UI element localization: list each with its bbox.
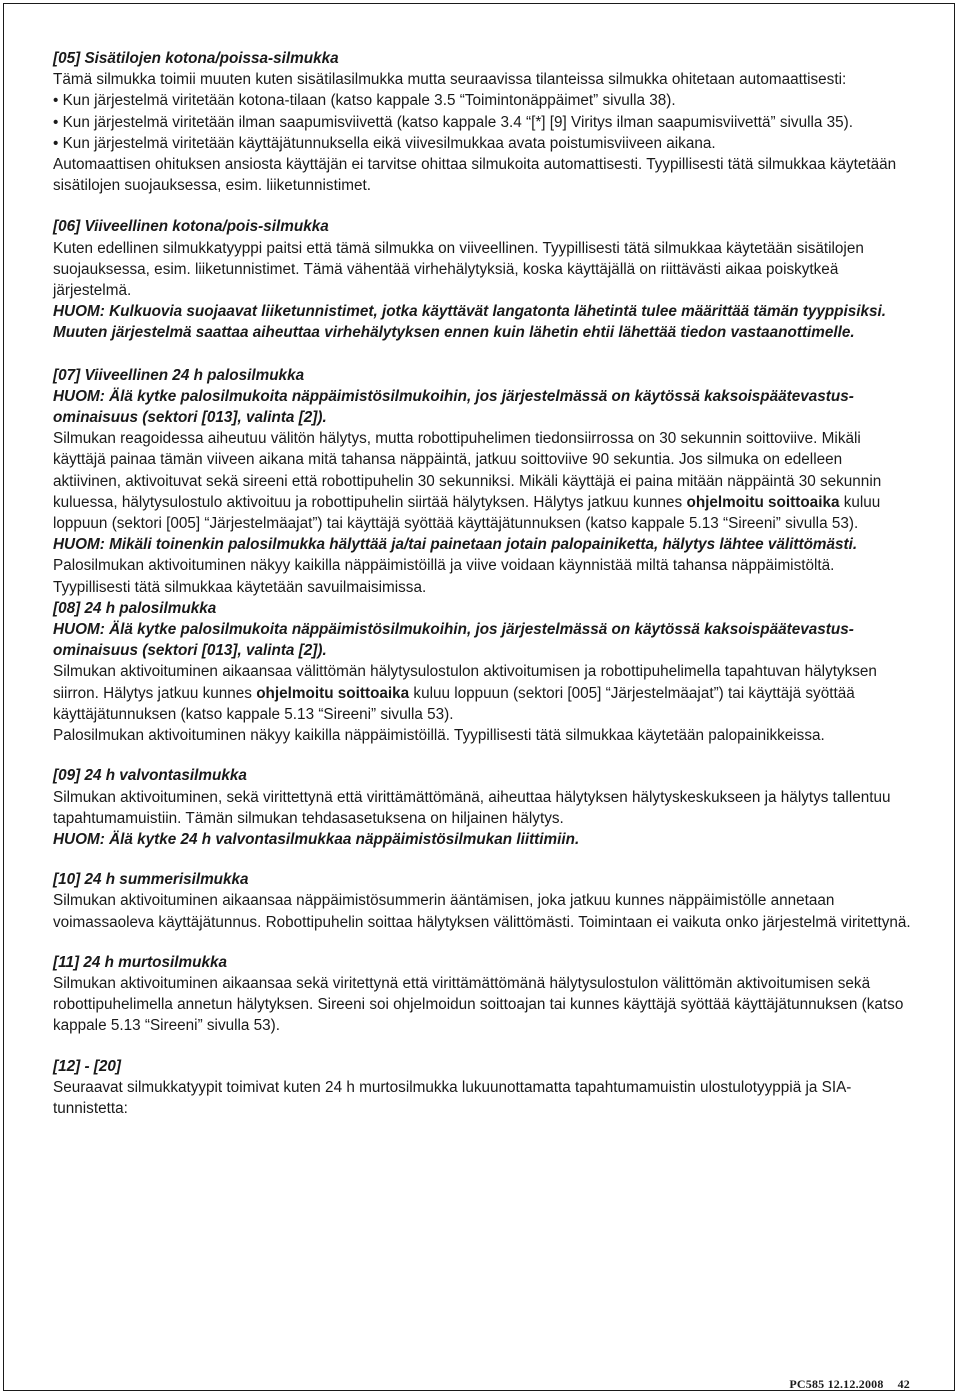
footer-doc-id: PC585 12.12.2008 bbox=[789, 1377, 884, 1391]
section-08-note: HUOM: Älä kytke palosilmukoita näppäimistösilmukoihin, jos järjestelmässä on käytössä kaksoispäätevastus-ominaisuus (sektori [013], valinta [2]). bbox=[53, 621, 854, 660]
section-07-title: [07] Viiveellinen 24 h palosilmukka bbox=[53, 366, 305, 384]
section-07-emphasis: ohjelmoitu soittoaika bbox=[686, 493, 840, 511]
section-05-bullet-2: • Kun järjestelmä viritetään ilman saapumisviivettä (katso kappale 3.4 “[*] [9] Viritys ilman saapumisviivettä” sivulla 35). bbox=[53, 113, 853, 131]
section-07-note-1: HUOM: Älä kytke palosilmukoita näppäimistösilmukoihin, jos järjestelmässä on käytössä kaksoispäätevastus-ominaisuus (sektori [013], valinta [2]). bbox=[53, 387, 854, 427]
section-11-body: Silmukan aktivoituminen aikaansaa sekä viritettynä että virittämättömänä hälytysulostulon välittömän aktivoitumisen sekä robottipuhelimella annetun hälytyksen. Sireeni soi ohjelmoidun soittoajan tai kunnes käyttäjä syöttää käyttäjätunnuksen (katso kappale 5.13 “Sireeni” sivulla 53). bbox=[53, 974, 904, 1035]
section-10-title: [10] 24 h summerisilmukka bbox=[53, 871, 249, 889]
section-07-note-2: HUOM: Mikäli toinenkin palosilmukka hälyttää ja/tai painetaan jotain palopainiketta, hälytys lähtee välittömästi. bbox=[53, 536, 858, 554]
section-09-title: [09] 24 h valvontasilmukka bbox=[53, 767, 247, 785]
section-08-body-2: Palosilmukan aktivoituminen näkyy kaikilla näppäimistöillä. Tyypillisesti tätä silmukkaa käytetään palopainikkeissa. bbox=[53, 727, 825, 745]
section-07-body-2: Palosilmukan aktivoituminen näkyy kaikilla näppäimistöillä ja viive voidaan käynnistää miltä tahansa näppäimistöltä. Tyypillisesti tätä silmukkaa käytetään savuilmaisimissa. bbox=[53, 557, 835, 596]
section-09-note: HUOM: Älä kytke 24 h valvontasilmukkaa näppäimistösilmukan liittimiin. bbox=[53, 830, 580, 848]
page-content bbox=[53, 48, 913, 1119]
section-05-title: [05] Sisätilojen kotona/poissa-silmukka bbox=[53, 50, 339, 67]
section-12-20-title: [12] - [20] bbox=[53, 1057, 121, 1075]
page-footer bbox=[789, 1377, 910, 1392]
section-05-body: Automaattisen ohituksen ansiosta käyttäjän ei tarvitse ohittaa silmukoita automattisesti. Tyypillisesti tätä silmukkaa käytetään sisätilojen suojauksessa, esim. liiketunnistimet. bbox=[53, 156, 897, 195]
section-05-intro: Tämä silmukka toimii muuten kuten sisätilasilmukka mutta seuraavissa tilanteissa silmukka ohitetaan automaattisesti: bbox=[53, 71, 847, 89]
section-06-title: [06] Viiveellinen kotona/pois-silmukka bbox=[53, 218, 329, 236]
section-07-body-1-a: Silmukan reagoidessa aiheutuu välitön hälytys, mutta robottipuhelimen tiedonsiirrossa on 30 sekunnin soittoviive. Mikäli käyttäjä painaa tämän viiveen aikana mitä tahansa näppäintä, jatkuu soittoviive 90 sekuntia. Jos silmuka on edelleen aktiivinen, aktivoituvat sekä sireeni että robottipuhelin 30 sekunniksi. Mikäli käyttäjä ei paina mitään näppäintä 30 sekunnin kuluessa, hälytysulostulo aktivoituu ja robottipuhelin siirtää hälytyksen. Hälytys jatkuu kunnes bbox=[53, 430, 882, 511]
section-09-body: Silmukan aktivoituminen, sekä virittettynä että virittämättömänä, aiheuttaa hälytyksen hälytyskeskukseen ja hälytys tallentuu tapahtumamuistiin. Tämän silmukan tehdasasetuksena on hiljainen hälytys. bbox=[53, 788, 891, 827]
section-10-body: Silmukan aktivoituminen aikaansaa näppäimistösummerin ääntämisen, joka jatkuu kunnes näppäimistölle annetaan voimassaoleva käyttäjätunnus. Robottipuhelin soittaa hälytyksen välittömästi. Toimintaan ei vaikuta onko järjestelmä viritettynä. bbox=[53, 892, 911, 931]
section-05-bullet-3: • Kun järjestelmä viritetään käyttäjätunnuksella eikä viivesilmukkaa avata poistumisviiveen aikana. bbox=[53, 134, 716, 152]
section-05-bullet-1: • Kun järjestelmä viritetään kotona-tilaan (katso kappale 3.5 “Toimintonäppäimet” sivulla 38). bbox=[53, 92, 676, 110]
section-08-body-1-a: Silmukan aktivoituminen aikaansaa välittömän hälytysulostulon aktivoitumisen ja robottipuhelimella tapahtuvan hälytyksen siirron. Hälytys jatkuu kunnes bbox=[53, 663, 877, 702]
section-07-body-1 bbox=[53, 428, 913, 534]
section-08-body-1-b: kuluu loppuun (sektori [005] “Järjestelmäajat”) tai käyttäjä syöttää käyttäjätunnuksen (katso kappale 5.13 “Sireeni” sivulla 53). bbox=[53, 684, 855, 723]
section-06-body: Kuten edellinen silmukkatyyppi paitsi että tämä silmukka on viiveellinen. Tyypillisesti tätä silmukkaa käytetään sisätilojen suojauksessa, esim. liiketunnistimet. Tämä vähentää virhehälytyksiä, koska käyttäjällä on riittävästi aikaa poiskytkeä järjestelmä. bbox=[53, 239, 864, 300]
section-06-note: HUOM: Kulkuovia suojaavat liiketunnistimet, jotka käyttävät langatonta lähetintä tulee määrittää tämän tyyppisiksi. Muuten järjestelmä saattaa aiheuttaa virhehälytyksen ennen kuin lähetin ehtii lähettää tiedon vastaanottimelle. bbox=[53, 303, 887, 342]
section-07-body-1-b: kuluu loppuun (sektori [005] “Järjestelmäajat”) tai käyttäjä syöttää käyttäjätunnuksen (katso kappale 5.13 “Sireeni” sivulla 53). bbox=[53, 493, 881, 533]
page-number: 42 bbox=[897, 1377, 910, 1391]
section-11-title: [11] 24 h murtosilmukka bbox=[53, 953, 227, 971]
section-08-title: [08] 24 h palosilmukka bbox=[53, 599, 217, 617]
section-08-body-1 bbox=[53, 661, 913, 725]
section-08-emphasis: ohjelmoitu soittoaika bbox=[256, 684, 410, 702]
section-12-20-body: Seuraavat silmukkatyypit toimivat kuten 24 h murtosilmukka lukuunottamatta tapahtumamuistin ulostulotyyppiä ja SIA-tunnistetta: bbox=[53, 1078, 852, 1117]
